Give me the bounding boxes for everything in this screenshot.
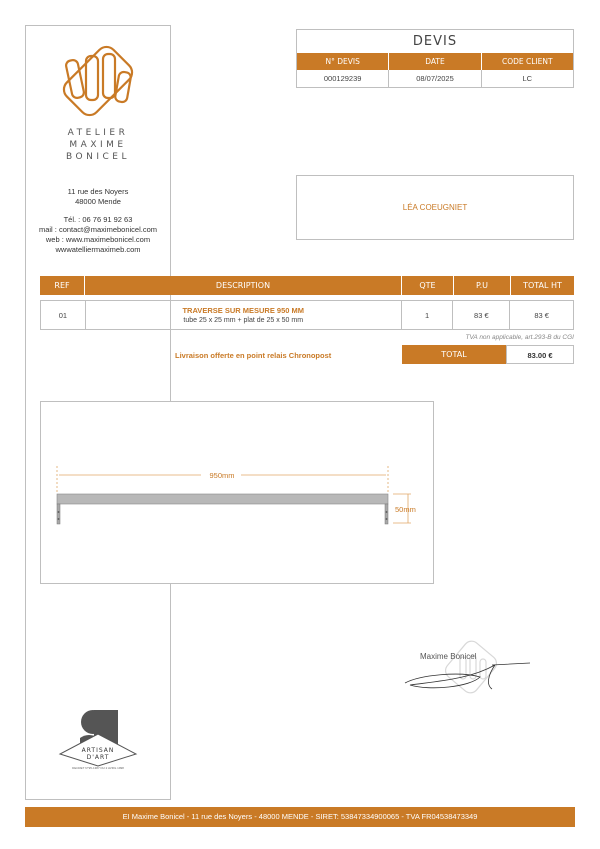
devis-header-date: DATE (388, 53, 480, 70)
artisan-dart-logo-icon (58, 708, 138, 770)
length-label: 950mm (209, 471, 235, 480)
client-box (296, 175, 574, 240)
screw-hole-right-1 (386, 511, 388, 513)
brand-name-line-1: ATELIER (67, 128, 129, 138)
atelier-logo-icon (55, 42, 141, 120)
footer-bar: EI Maxime Bonicel - 11 rue des Noyers - 48000 MENDE - SIRET: 53847334900065 - TVA FR04538473349 (25, 807, 575, 827)
tva-note: TVA non applicable, art.293-B du CGI (465, 334, 574, 341)
devis-header-number: N° DEVIS (325, 57, 360, 66)
item-total: 83 € (534, 310, 549, 320)
devis-date: 08/07/2025 (388, 70, 480, 88)
items-header-description: DESCRIPTION (85, 276, 402, 295)
items-header-ref: REF (40, 276, 85, 295)
item-ref: 01 (41, 301, 86, 329)
items-header-qte: QTE (402, 276, 454, 295)
signature-icon (400, 635, 540, 695)
drawing-canvas (41, 402, 435, 585)
item-description (86, 301, 402, 329)
total-label: TOTAL (402, 345, 506, 364)
artisan-line-2: D'ART (86, 754, 110, 761)
artisan-line-1: ARTISAN (81, 747, 115, 754)
devis-title: DEVIS (412, 34, 458, 49)
devis-client-code: LC (481, 70, 573, 88)
bracket-right (385, 504, 388, 524)
items-header-total: TOTAL HT (523, 281, 562, 290)
items-header-row (40, 276, 574, 295)
brand-name-line-3: BONICEL (66, 152, 130, 162)
address-street: 11 rue des Noyers (67, 187, 129, 196)
devis-header-row (297, 53, 573, 70)
screw-hole-left-1 (58, 511, 60, 513)
item-unit-price: 83 € (453, 301, 510, 329)
items-header-pu: P.U (454, 276, 511, 295)
height-label: 50mm (395, 505, 416, 514)
screw-hole-right-2 (386, 518, 388, 520)
contact-web-2: wwwatelliermaximeb.com (55, 245, 141, 254)
table-row (40, 300, 574, 330)
contact-phone: Tél. : 06 76 91 92 63 (63, 215, 133, 224)
client-name: LÉA COEUGNIET (402, 203, 468, 212)
item-title: TRAVERSE SUR MESURE 950 MM (182, 305, 305, 315)
signature-name: Maxime Bonicel (420, 652, 477, 661)
delivery-note: Livraison offerte en point relais Chronopost (175, 351, 332, 360)
address-city: 48000 Mende (75, 197, 121, 206)
devis-header-table (296, 29, 574, 88)
screw-hole-left-2 (58, 518, 60, 520)
contact-web: web : www.maximebonicel.com (45, 235, 151, 244)
bracket-left (57, 504, 60, 524)
devis-number: 000129239 (323, 74, 362, 83)
technical-drawing (40, 401, 434, 584)
item-qte: 1 (402, 301, 454, 329)
traverse-tube (57, 494, 388, 504)
devis-value-row (297, 70, 573, 88)
contact-mail: mail : contact@maximebonicel.com (38, 225, 158, 234)
devis-header-client-code: CODE CLIENT (481, 53, 573, 70)
total-value: 83.00 € (506, 345, 574, 364)
item-subtitle: tube 25 x 25 mm + plat de 25 x 50 mm (183, 316, 304, 324)
brand-name-line-2: MAXIME (69, 140, 127, 150)
artisan-caption: DECRET N°95-1387 DU 2 AVRIL 1998 (72, 766, 124, 770)
